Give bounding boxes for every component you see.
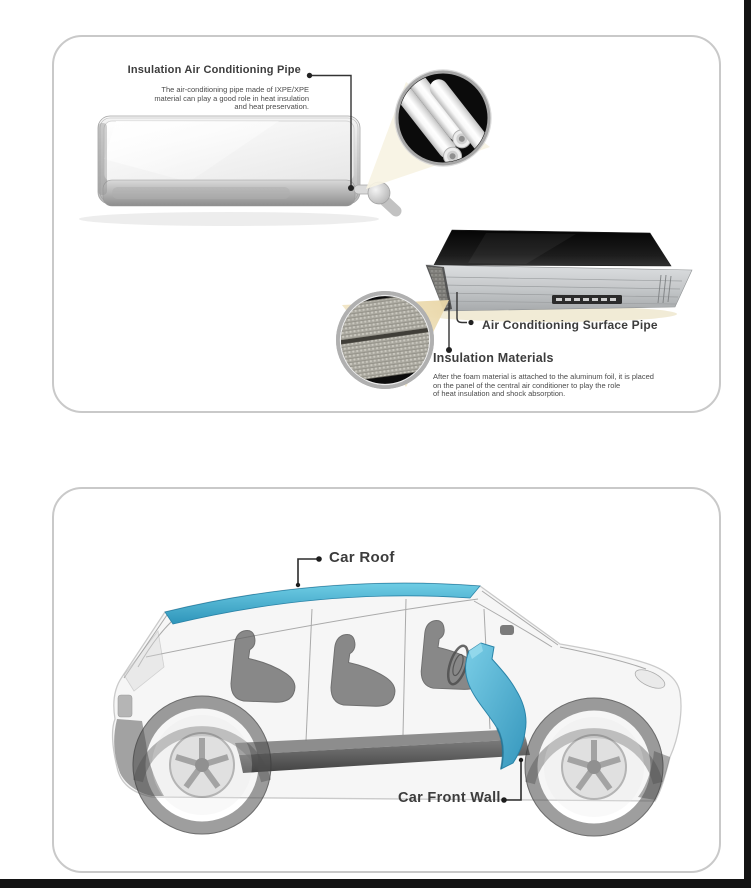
pipe-desc-line: material can play a good role in heat insulation [154,93,309,103]
pipe-desc-line: The air-conditioning pipe made of IXPE/XPE [161,85,309,94]
materials-desc-line: on the panel of the central air conditioner to play the role [433,380,621,390]
wall-ac-illustration [79,116,396,226]
ac-products-panel [52,35,721,413]
car-front-wall-label: Car Front Wall [398,790,501,806]
bottom-edge-bar [0,879,751,888]
car-illustration [54,489,719,871]
side-mirror [500,625,514,635]
pipe-section-title: Insulation Air Conditioning Pipe [127,64,301,76]
car-panel [52,487,721,873]
materials-desc-line: After the foam material is attached to the aluminum foil, it is placed [433,372,654,381]
central-ac-illustration [421,230,692,322]
materials-section-title: Insulation Materials [433,351,554,365]
pipe-desc-line: and heat preservation. [234,102,309,112]
insulation-zoom-callout [331,292,449,389]
roof-leader-line [296,556,322,587]
pipe-zoom-callout [366,53,500,189]
materials-section-description [433,373,654,399]
car-roof-label: Car Roof [329,549,395,566]
right-edge-bar [744,0,751,888]
refrigerant-pipe [354,182,396,211]
materials-desc-line: of heat insulation and shock absorption. [433,389,566,399]
front-wheel [525,698,663,836]
rear-wheel [133,696,271,834]
surface-pipe-label: Air Conditioning Surface Pipe [482,318,658,332]
pipe-section-description [154,86,309,112]
